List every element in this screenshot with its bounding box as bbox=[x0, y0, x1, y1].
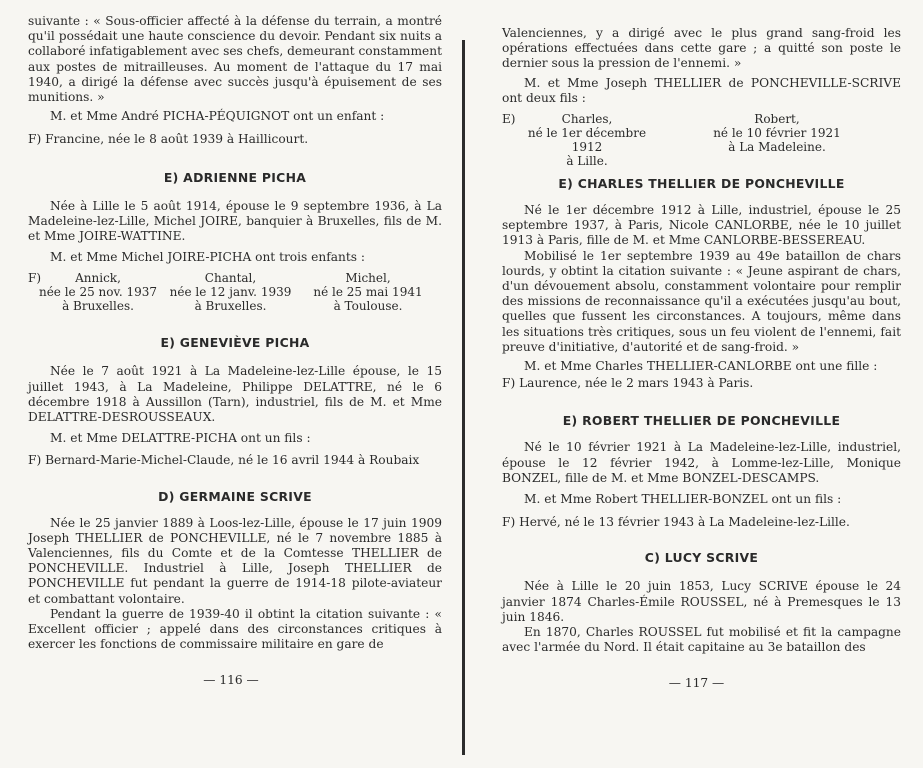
delattre-children-intro: M. et Mme DELATTRE-PICHA ont un fils : bbox=[50, 431, 311, 446]
child-place: à Bruxelles. bbox=[62, 299, 134, 314]
bernard-line: F) Bernard-Marie-Michel-Claude, né le 16 avril 1944 à Roubaix bbox=[28, 453, 420, 468]
right-page bbox=[470, 0, 923, 768]
lucy-bio: Née à Lille le 20 juin 1853, Lucy SCRIVE épouse le 24 janvier 1874 Charles-Émile ROUSSEL, né à Premesques le 13 juin 1846. bbox=[502, 579, 901, 624]
child-marker: E) bbox=[502, 112, 516, 127]
lucy-war-paragraph: En 1870, Charles ROUSSEL fut mobilisé et fit la campagne avec l'armée du Nord. Il était capitaine au 3e bataillon des bbox=[502, 625, 901, 655]
child-birth: né le 1er décembre 1912 bbox=[527, 126, 647, 155]
robert-heading: E) ROBERT THELLIER DE PONCHEVILLE bbox=[562, 413, 841, 429]
child-annick bbox=[38, 271, 158, 313]
genevieve-bio: Née le 7 août 1921 à La Madeleine-lez-Lille épouse, le 15 juillet 1943, à La Madeleine, Philippe DELATTRE, né le 6 décembre 1918 à Aussillon (Tarn), industriel, fils de M. et Mme DELATTRE-DESROUSSEAUX. bbox=[28, 364, 442, 425]
herve-line: F) Hervé, né le 13 février 1943 à La Madeleine-lez-Lille. bbox=[502, 515, 850, 530]
book-gutter bbox=[462, 40, 465, 755]
child-place: à Bruxelles. bbox=[194, 299, 267, 314]
child-name: Chantal, bbox=[204, 271, 257, 286]
francine-line: F) Francine, née le 8 août 1939 à Haillicourt. bbox=[28, 132, 309, 147]
right-opening-paragraph: Valenciennes, y a dirigé avec le plus grand sang-froid les opérations effectuées dans cette gare ; a quitté son poste le dernier sous la pression de l'ennemi. » bbox=[502, 26, 901, 71]
left-opening-paragraph: suivante : « Sous-officier affecté à la défense du terrain, a montré qu'il possédait une haute conscience du devoir. Pendant six nuits a collaboré infatigablement avec ses chefs, demeurant constamment aux postes de mitrailleuses. Au moment de l'attaque du 17 mai 1940, a dirigé la défense avec succès jusqu'à épuisement de ses munitions. » bbox=[28, 14, 442, 105]
thellier-sons-list bbox=[502, 112, 901, 169]
laurence-line: F) Laurence, née le 2 mars 1943 à Paris. bbox=[502, 376, 754, 391]
charles-heading: E) CHARLES THELLIER DE PONCHEVILLE bbox=[558, 176, 845, 192]
child-name: Robert, bbox=[754, 112, 800, 127]
germaine-war-paragraph: Pendant la guerre de 1939-40 il obtint la citation suivante : « Excellent officier ; appelé dans des circonstances critiques à exercer les fonctions de commissaire militaire en gare de bbox=[28, 606, 442, 652]
child-name: Charles, bbox=[561, 112, 613, 127]
adrienne-bio: Née à Lille le 5 août 1914, épouse le 9 septembre 1936, à La Madeleine-lez-Lille, Michel JOIRE, banquier à Bruxelles, fils de M. et Mme JOIRE-WATTINE. bbox=[28, 198, 442, 244]
canlorbe-children-intro: M. et Mme Charles THELLIER-CANLORBE ont une fille : bbox=[524, 359, 878, 374]
joire-children-list bbox=[28, 271, 442, 315]
child-michel bbox=[303, 271, 433, 313]
page-number-116: — 116 — bbox=[203, 673, 259, 687]
child-name: Michel, bbox=[345, 271, 391, 286]
germaine-heading: D) GERMAINE SCRIVE bbox=[158, 488, 312, 504]
son-charles bbox=[512, 112, 662, 168]
child-place: à Lille. bbox=[566, 154, 608, 169]
germaine-bio: Née le 25 janvier 1889 à Loos-lez-Lille, épouse le 17 juin 1909 Joseph THELLIER de PONCHEVILLE, né le 7 novembre 1885 à Valenciennes, fils du Comte et de la Comtesse THELLIER de PONCHEVILLE. Industriel à Lille, Joseph THELLIER de PONCHEVILLE fut pendant la guerre de 1914-18 pilote-aviateur et combattant volontaire. bbox=[28, 515, 442, 606]
child-chantal bbox=[163, 271, 298, 313]
lucy-heading: C) LUCY SCRIVE bbox=[644, 550, 759, 566]
charles-war-paragraph: Mobilisé le 1er septembre 1939 au 49e bataillon de chars lourds, y obtint la citation suivante : « Jeune aspirant de chars, d'un dévouement absolu, constamment volontaire pour remplir des missions de reconnaissance qu'il a exécutées jusqu'au bout, quelles que fussent les circonstances. A toujours, même dans les situations très critiques, sous un feu violent de l'ennemi, fait preuve d'initiative, d'autorité et de sang-froid. » bbox=[502, 248, 901, 354]
child-birth: né le 10 février 1921 bbox=[713, 126, 841, 141]
bonzel-children-intro: M. et Mme Robert THELLIER-BONZEL ont un fils : bbox=[524, 492, 842, 507]
joire-children-intro: M. et Mme Michel JOIRE-PICHA ont trois enfants : bbox=[50, 250, 365, 265]
picha-pequignot-line: M. et Mme André PICHA-PÉQUIGNOT ont un enfant : bbox=[50, 109, 385, 124]
child-place: à La Madeleine. bbox=[728, 140, 826, 155]
robert-bio: Né le 10 février 1921 à La Madeleine-lez-Lille, industriel, épouse le 12 février 1942, à Lomme-lez-Lille, Monique BONZEL, fille de M. et Mme BONZEL-DESCAMPS. bbox=[502, 440, 901, 485]
child-place: à Toulouse. bbox=[333, 299, 403, 314]
child-birth: née le 12 janv. 1939 bbox=[169, 285, 292, 300]
genevieve-heading: E) GENEVIÈVE PICHA bbox=[160, 335, 310, 351]
child-birth: née le 25 nov. 1937 bbox=[38, 285, 158, 300]
child-marker: F) bbox=[28, 271, 42, 286]
son-robert bbox=[702, 112, 852, 154]
child-birth: né le 25 mai 1941 bbox=[313, 285, 423, 300]
thellier-scrive-line: M. et Mme Joseph THELLIER de PONCHEVILLE-SCRIVE ont deux fils : bbox=[502, 75, 901, 105]
adrienne-heading: E) ADRIENNE PICHA bbox=[163, 169, 307, 185]
charles-bio: Né le 1er décembre 1912 à Lille, industriel, épouse le 25 septembre 1937, à Paris, Nicole CANLORBE, née le 10 juillet 1913 à Paris, fille de M. et Mme CANLORBE-BESSEREAU. bbox=[502, 203, 901, 248]
page-number-117: — 117 — bbox=[668, 676, 725, 690]
child-name: Annick, bbox=[75, 271, 121, 286]
